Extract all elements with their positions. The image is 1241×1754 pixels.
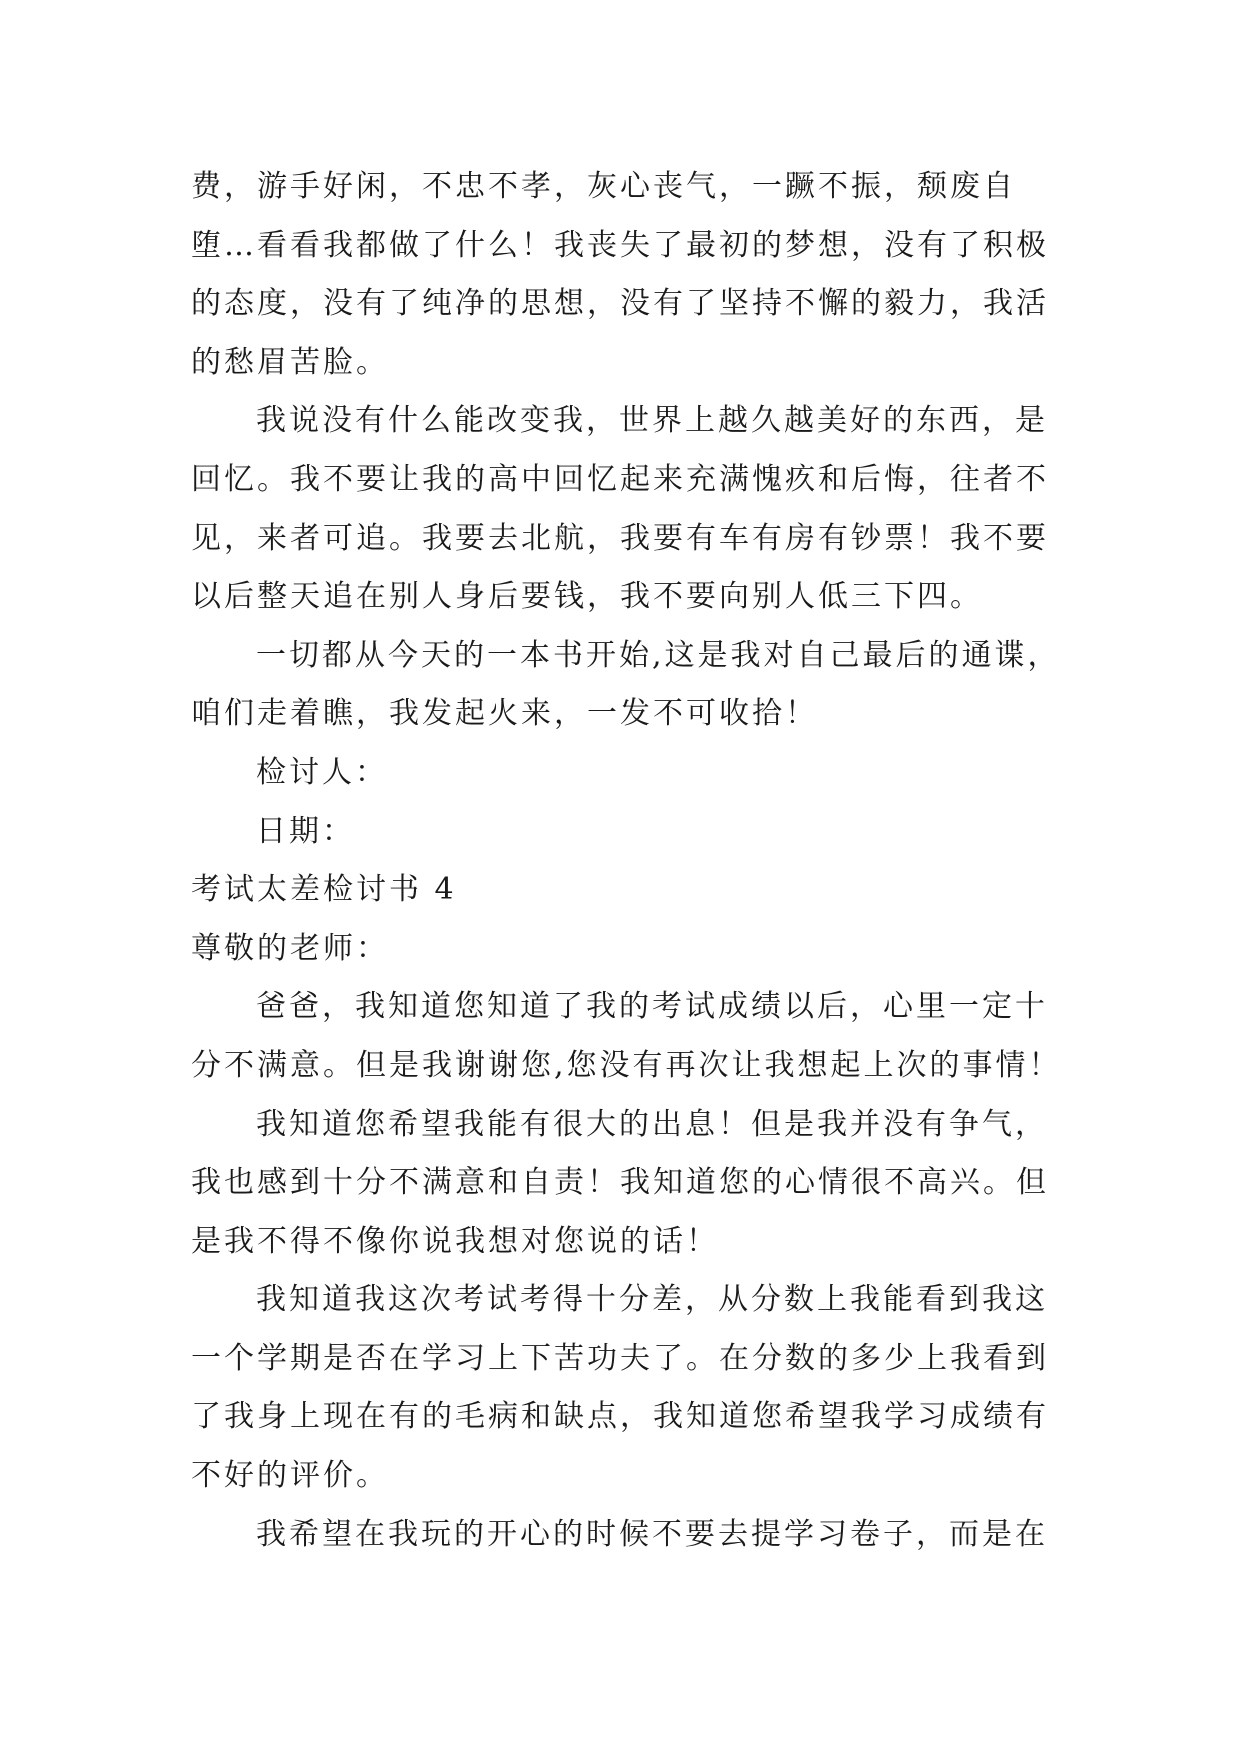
text-line: 一切都从今天的一本书开始,这是我对自己最后的通谍， (256, 637, 1061, 673)
text-line: 堕…看看我都做了什么！我丧失了最初的梦想，没有了积极 (191, 227, 1049, 263)
date-label: 日期： (256, 813, 355, 849)
text-line: 我希望在我玩的开心的时候不要去提学习卷子，而是在 (256, 1516, 1048, 1552)
text-line: 我知道我这次考试考得十分差，从分数上我能看到我这 (256, 1282, 1048, 1318)
text-line: 爸爸，我知道您知道了我的考试成绩以后，心里一定十 (256, 989, 1048, 1025)
text-line: 一个学期是否在学习上下苦功夫了。在分数的多少上我看到 (191, 1340, 1049, 1376)
text-line: 我知道您希望我能有很大的出息！但是我并没有争气， (256, 1106, 1048, 1142)
text-line: 是我不得不像你说我想对您说的话！ (191, 1223, 719, 1259)
text-line: 回忆。我不要让我的高中回忆起来充满愧疚和后悔，往者不 (191, 461, 1049, 497)
text-line: 咱们走着瞧，我发起火来，一发不可收拾！ (191, 696, 818, 732)
salutation: 尊敬的老师： (191, 930, 389, 966)
text-line: 我也感到十分不满意和自责！我知道您的心情很不高兴。但 (191, 1165, 1049, 1201)
text-line: 分不满意。但是我谢谢您,您没有再次让我想起上次的事情！ (191, 1047, 1062, 1083)
signature-label: 检讨人： (256, 754, 388, 790)
text-line: 不好的评价。 (191, 1458, 389, 1494)
section-title: 考试太差检讨书 4 (191, 872, 457, 908)
document-body (191, 158, 1071, 1564)
text-line: 我说没有什么能改变我，世界上越久越美好的东西，是 (256, 403, 1048, 439)
text-line: 了我身上现在有的毛病和缺点，我知道您希望我学习成绩有 (191, 1399, 1049, 1435)
text-line: 的态度，没有了纯净的思想，没有了坚持不懈的毅力，我活 (191, 286, 1049, 322)
text-line: 以后整天追在别人身后要钱，我不要向别人低三下四。 (191, 579, 983, 615)
text-line: 费，游手好闲，不忠不孝，灰心丧气，一蹶不振，颓废自 (191, 169, 1016, 204)
text-line: 的愁眉苦脸。 (191, 344, 389, 380)
text-line: 见，来者可追。我要去北航，我要有车有房有钞票！我不要 (191, 520, 1049, 556)
